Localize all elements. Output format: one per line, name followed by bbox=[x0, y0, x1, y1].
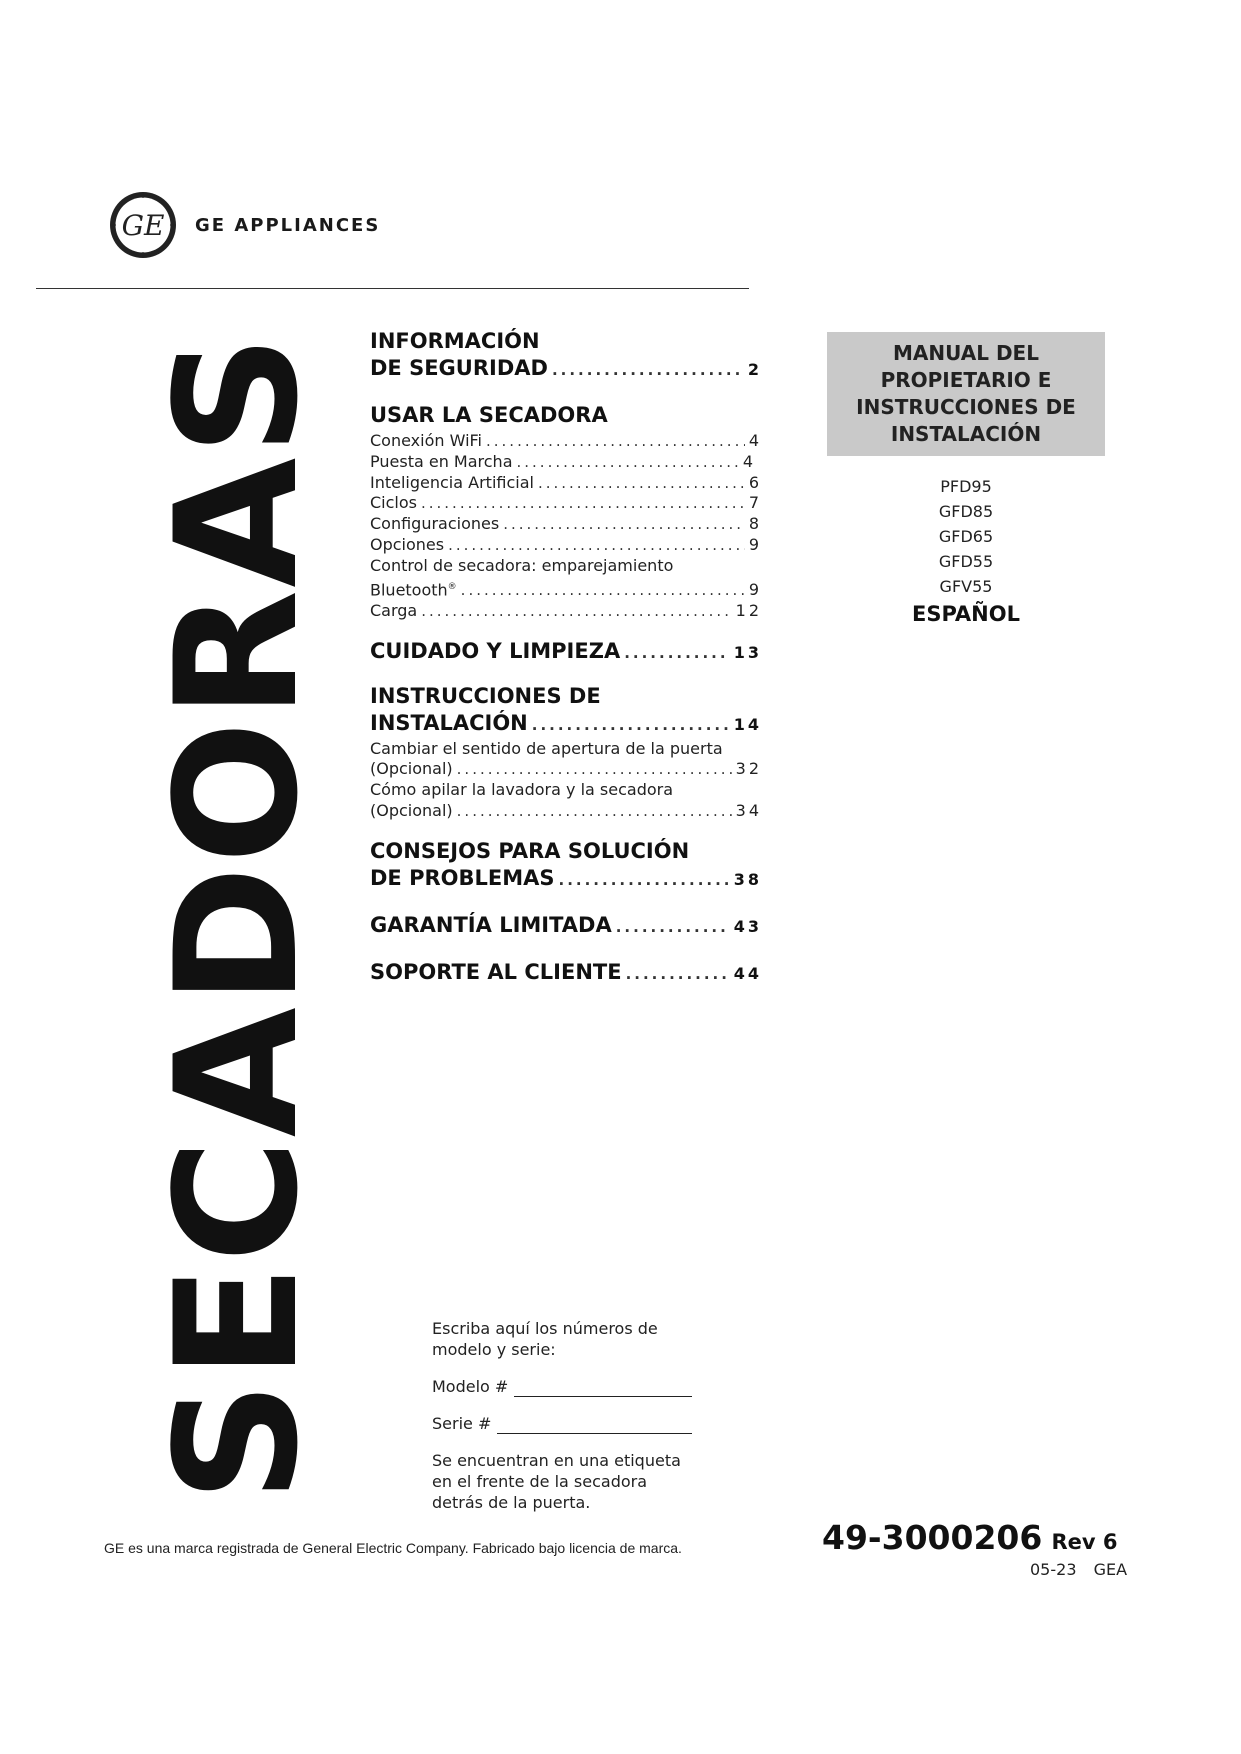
language-label: ESPAÑOL bbox=[912, 602, 1020, 626]
model-number: GFD65 bbox=[938, 527, 994, 546]
toc-leader-dots bbox=[517, 452, 739, 473]
model-number: PFD95 bbox=[940, 477, 992, 496]
toc-heading: USAR LA SECADORA bbox=[370, 403, 608, 427]
toc-section-usar bbox=[370, 402, 762, 622]
toc-leader-dots bbox=[448, 535, 745, 556]
document-date bbox=[1030, 1560, 1127, 1579]
model-list bbox=[827, 474, 1105, 599]
serial-write-line bbox=[497, 1417, 692, 1434]
toc-leader-dots bbox=[624, 640, 730, 667]
ge-logo-icon bbox=[108, 190, 178, 260]
table-of-contents bbox=[370, 328, 762, 988]
toc-item-label: Cambiar el sentido de apertura de la puerta bbox=[370, 738, 723, 758]
toc-item-label: Cómo apilar la lavadora y la secadora bbox=[370, 780, 674, 800]
registered-mark: ® bbox=[447, 581, 457, 592]
toc-leader-dots bbox=[626, 961, 730, 988]
toc-heading: DE PROBLEMAS bbox=[370, 865, 555, 890]
serial-form bbox=[432, 1318, 692, 1513]
toc-page-number: 9 bbox=[748, 534, 762, 554]
toc-heading: INSTALACIÓN bbox=[370, 710, 528, 735]
toc-leader-dots bbox=[486, 431, 745, 452]
model-field bbox=[432, 1376, 692, 1397]
doc-code: GEA bbox=[1093, 1560, 1128, 1579]
toc-leader-dots bbox=[421, 601, 731, 622]
toc-item-label: (Opcional) bbox=[370, 800, 453, 820]
toc-leader-dots bbox=[616, 914, 730, 941]
toc-leader-dots bbox=[503, 514, 745, 535]
toc-section-problemas bbox=[370, 838, 762, 894]
doc-revision: Rev 6 bbox=[1051, 1530, 1118, 1554]
toc-heading: SOPORTE AL CLIENTE bbox=[370, 959, 622, 984]
model-number: GFD85 bbox=[938, 502, 994, 521]
doc-number: 49-3000206 bbox=[822, 1518, 1043, 1557]
cover-title: SECADORAS bbox=[139, 332, 335, 1503]
toc-section-soporte bbox=[370, 959, 762, 988]
cover-title-wrapper bbox=[139, 325, 335, 1510]
toc-row bbox=[370, 912, 762, 941]
toc-item bbox=[370, 452, 762, 473]
manual-title: MANUAL DEL PROPIETARIO E INSTRUCCIONES DE INSTALACIÓN bbox=[856, 341, 1076, 446]
toc-leader-dots bbox=[559, 867, 730, 894]
toc-row bbox=[370, 710, 762, 739]
model-number: GFV55 bbox=[939, 577, 993, 596]
toc-leader-dots bbox=[552, 357, 744, 384]
toc-page-number: 2 bbox=[747, 360, 762, 379]
toc-section-seguridad bbox=[370, 328, 762, 384]
toc-heading: CUIDADO Y LIMPIEZA bbox=[370, 638, 621, 663]
toc-section-cuidado bbox=[370, 638, 762, 667]
model-label: Modelo # bbox=[432, 1377, 509, 1396]
toc-item-label: (Opcional) bbox=[370, 759, 453, 779]
toc-page-number: 32 bbox=[735, 759, 762, 779]
toc-row bbox=[370, 355, 762, 384]
toc-item-label: Opciones bbox=[370, 534, 445, 554]
model-number: GFD55 bbox=[938, 552, 994, 571]
toc-page-number: 14 bbox=[733, 714, 762, 734]
toc-leader-dots bbox=[461, 580, 745, 601]
header-divider bbox=[36, 288, 749, 289]
toc-row bbox=[370, 865, 762, 894]
toc-item bbox=[370, 473, 762, 494]
doc-date: 05-23 bbox=[1030, 1560, 1077, 1579]
toc-page-number: 12 bbox=[735, 600, 762, 620]
toc-item bbox=[370, 535, 762, 556]
toc-page-number: 8 bbox=[748, 514, 762, 534]
toc-leader-dots bbox=[457, 759, 732, 780]
toc-row bbox=[370, 638, 762, 667]
toc-item-label: Inteligencia Artificial bbox=[370, 472, 534, 492]
toc-heading: DE SEGURIDAD bbox=[370, 356, 548, 380]
brand-name: GE APPLIANCES bbox=[195, 215, 381, 236]
toc-item-label: Puesta en Marcha bbox=[370, 451, 513, 471]
toc-item bbox=[370, 759, 762, 780]
manual-title-box bbox=[827, 332, 1105, 456]
form-note: Se encuentran en una etiqueta en el frente de la secadora detrás de la puerta. bbox=[432, 1451, 681, 1512]
toc-page-number: 44 bbox=[733, 963, 762, 983]
toc-item-label bbox=[370, 577, 457, 601]
toc-item-label: Ciclos bbox=[370, 493, 417, 513]
toc-leader-dots bbox=[457, 801, 732, 822]
toc-heading: INSTRUCCIONES DE bbox=[370, 683, 601, 708]
toc-item-label: Conexión WiFi bbox=[370, 431, 482, 450]
toc-section-instalacion bbox=[370, 683, 762, 822]
toc-item bbox=[370, 493, 762, 514]
toc-item-label: Configuraciones bbox=[370, 514, 500, 534]
form-intro: Escriba aquí los números de modelo y serie: bbox=[432, 1319, 658, 1359]
bluetooth-label: Bluetooth bbox=[370, 579, 448, 599]
toc-item bbox=[370, 801, 762, 822]
toc-page-number: 43 bbox=[733, 916, 762, 936]
toc-heading: INFORMACIÓN bbox=[370, 329, 540, 353]
toc-heading: CONSEJOS PARA SOLUCIÓN bbox=[370, 838, 690, 863]
toc-leader-dots bbox=[538, 473, 745, 494]
toc-item bbox=[370, 514, 762, 535]
model-write-line bbox=[514, 1380, 692, 1397]
toc-page-number: 4 bbox=[748, 431, 762, 450]
toc-page-number: 6 bbox=[748, 472, 762, 492]
serial-label: Serie # bbox=[432, 1414, 492, 1433]
toc-page-number: 38 bbox=[733, 869, 762, 889]
toc-page-number: 9 bbox=[748, 579, 762, 599]
toc-section-garantia bbox=[370, 912, 762, 941]
serial-field bbox=[432, 1413, 692, 1434]
toc-item bbox=[370, 601, 762, 622]
toc-page-number: 4 bbox=[742, 451, 756, 471]
toc-row bbox=[370, 959, 762, 988]
toc-leader-dots bbox=[421, 493, 745, 514]
svg-text:GE: GE bbox=[121, 209, 165, 242]
toc-item-label: Control de secadora: emparejamiento bbox=[370, 555, 674, 575]
toc-item bbox=[370, 577, 762, 601]
toc-page-number: 34 bbox=[735, 800, 762, 820]
trademark-notice: GE es una marca registrada de General Electric Company. Fabricado bajo licencia de marca. bbox=[104, 1540, 682, 1556]
toc-heading: GARANTÍA LIMITADA bbox=[370, 912, 612, 937]
toc-item-label: Carga bbox=[370, 600, 418, 620]
document-number bbox=[822, 1518, 1117, 1557]
toc-item bbox=[370, 431, 762, 452]
toc-leader-dots bbox=[532, 712, 730, 739]
toc-page-number: 7 bbox=[748, 493, 762, 513]
toc-page-number: 13 bbox=[733, 642, 762, 662]
